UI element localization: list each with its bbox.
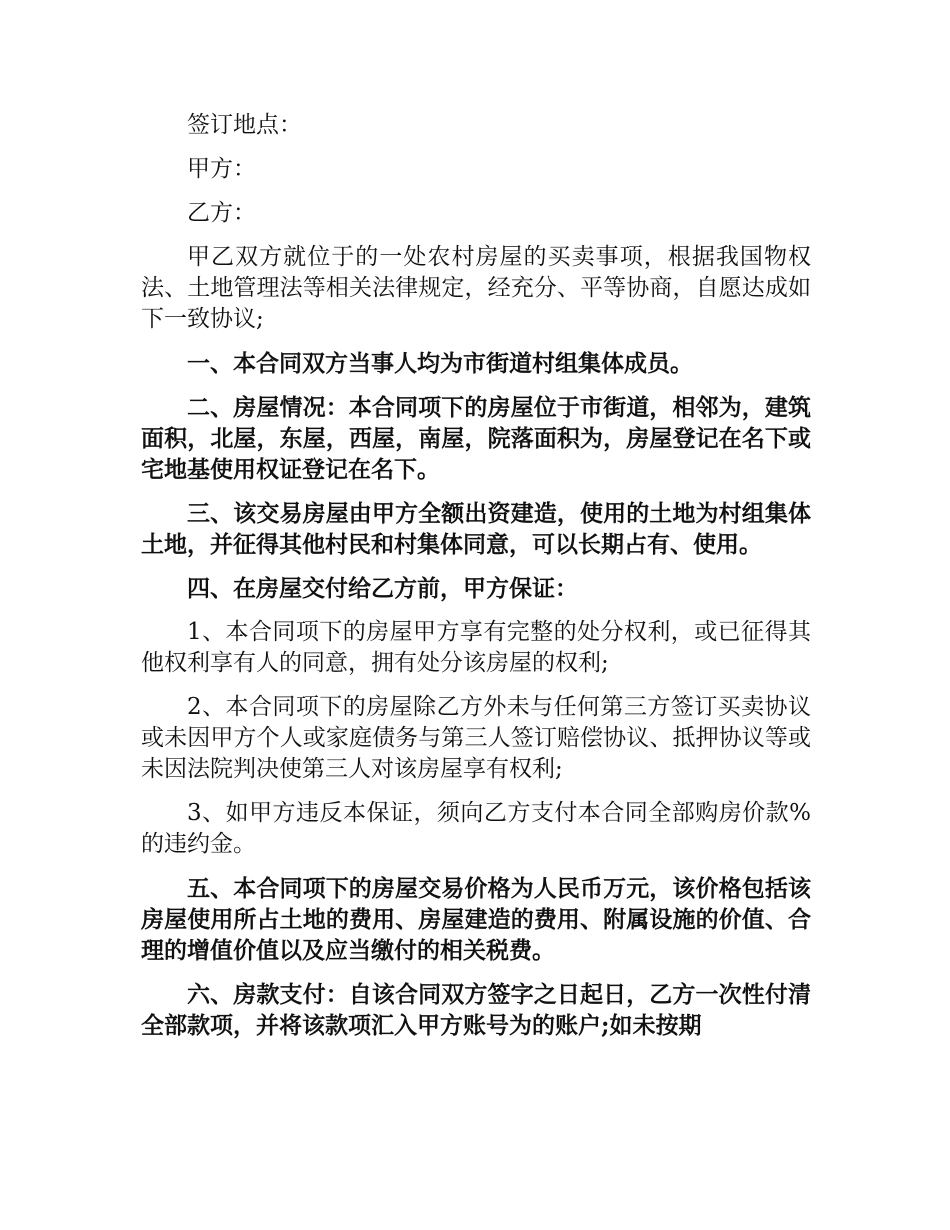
guarantee-2: 2、本合同项下的房屋除乙方外未与任何第三方签订买卖协议或未因甲方个人或家庭债务与第三人签订赔偿协议、抵押协议等或未因法院判决使第三人对该房屋享有权利;	[141, 694, 811, 782]
clause-2: 二、房屋情况：本合同项下的房屋位于市街道，相邻为，建筑面积，北屋，东屋，西屋，南屋，院落面积为，房屋登记在名下或宅地基使用权证登记在名下。	[141, 394, 811, 483]
document-body	[141, 110, 811, 1041]
clause-3: 三、该交易房屋由甲方全额出资建造，使用的土地为村组集体土地，并征得其他村民和村集体同意，可以长期占有、使用。	[141, 500, 811, 558]
clause-1: 一、本合同双方当事人均为市街道村组集体成员。	[187, 350, 693, 377]
guarantee-1: 1、本合同项下的房屋甲方享有完整的处分权利，或已征得其他权利享有人的同意，拥有处分该房屋的权利;	[141, 619, 811, 676]
party-b: 乙方：	[187, 200, 256, 226]
clause-4: 四、在房屋交付给乙方前，甲方保证：	[187, 575, 578, 602]
clause-6: 六、房款支付：自该合同双方签字之日起日，乙方一次性付清全部款项，并将该款项汇入甲方账号为的账户;如未按期	[141, 981, 811, 1039]
intro-paragraph: 甲乙双方就位于的一处农村房屋的买卖事项，根据我国物权法、土地管理法等相关法律规定，经充分、平等协商，自愿达成如下一致协议;	[141, 244, 811, 332]
guarantee-3: 3、如甲方违反本保证，须向乙方支付本合同全部购房价款%的违约金。	[141, 800, 811, 857]
party-a: 甲方：	[187, 156, 256, 182]
signing-place: 签订地点：	[187, 112, 302, 138]
clause-5: 五、本合同项下的房屋交易价格为人民币万元，该价格包括该房屋使用所占土地的费用、房屋建造的费用、附属设施的价值、合理的增值价值以及应当缴付的相关税费。	[141, 875, 811, 964]
